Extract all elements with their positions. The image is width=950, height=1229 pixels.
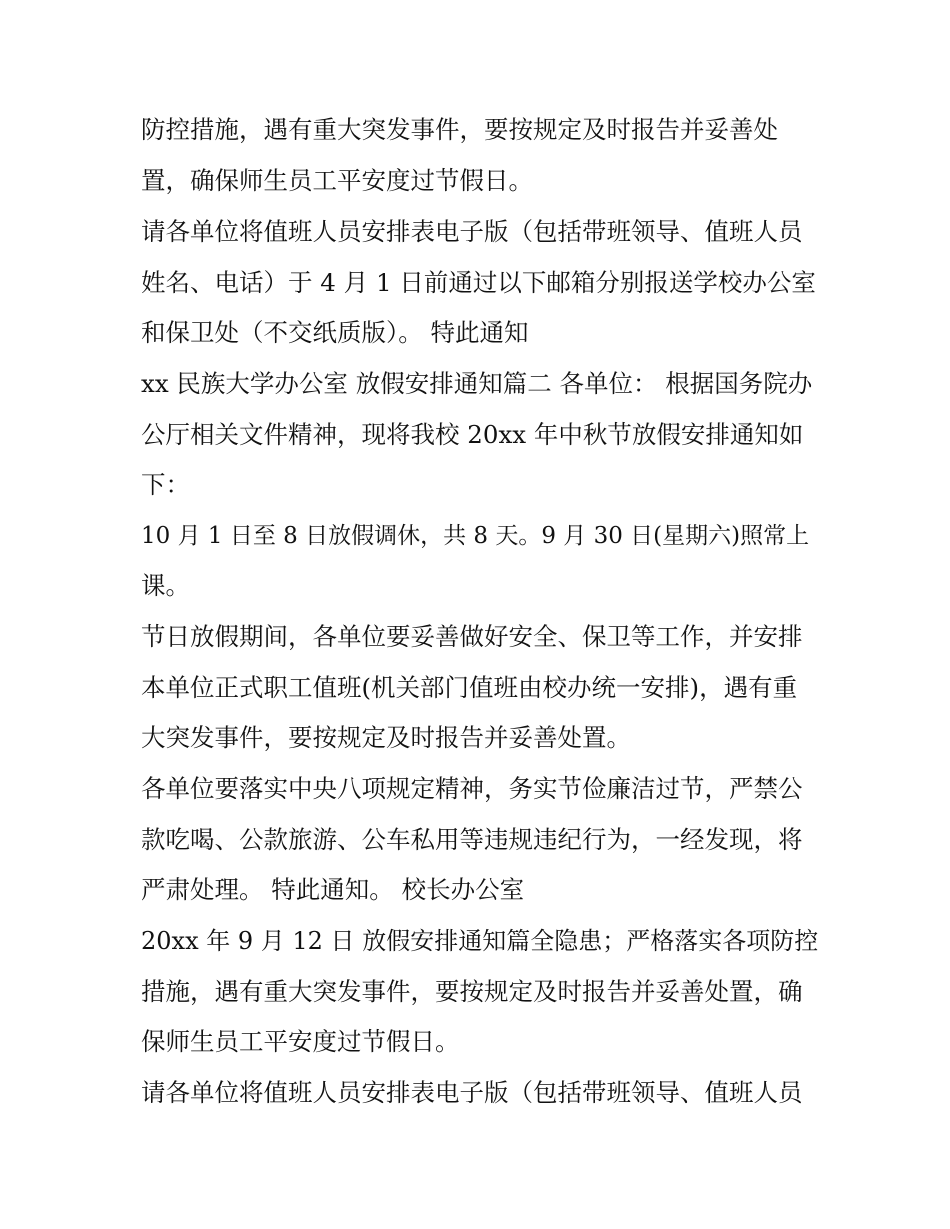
- text-line: 措施，遇有重大突发事件，要按规定及时报告并妥善处置，确: [141, 977, 803, 1006]
- text-line: 防控措施，遇有重大突发事件，要按规定及时报告并妥善处: [141, 115, 778, 144]
- text-line: 公厅相关文件精神，现将我校 20xx 年中秋节放假安排通知如: [141, 420, 804, 449]
- text-line: 大突发事件，要按规定及时报告并妥善处置。: [141, 723, 631, 752]
- text-line: 严肃处理。 特此通知。 校长办公室: [141, 875, 525, 904]
- text-line: 置，确保师生员工平安度过节假日。: [141, 166, 533, 195]
- text-line: 本单位正式职工值班(机关部门值班由校办统一安排)，遇有重: [141, 673, 798, 702]
- text-line: 下：: [141, 470, 190, 499]
- text-line: 各单位要落实中央八项规定精神，务实节俭廉洁过节，严禁公: [141, 774, 803, 803]
- text-line: 课。: [141, 571, 190, 600]
- text-line: 节日放假期间，各单位要妥善做好安全、保卫等工作，并安排: [141, 622, 803, 651]
- text-line: 请各单位将值班人员安排表电子版（包括带班领导、值班人员: [141, 217, 803, 246]
- text-line: 20xx 年 9 月 12 日 放假安排通知篇全隐患；严格落实各项防控: [141, 927, 819, 955]
- text-line: xx 民族大学办公室 放假安排通知篇二 各单位： 根据国务院办: [141, 369, 813, 398]
- text-line: 10 月 1 日至 8 日放假调休，共 8 天。9 月 30 日(星期六)照常上: [141, 523, 810, 549]
- text-line: 和保卫处（不交纸质版）。 特此通知: [141, 318, 529, 347]
- text-line: 保师生员工平安度过节假日。: [141, 1027, 460, 1056]
- text-line: 款吃喝、公款旅游、公车私用等违规违纪行为，一经发现，将: [141, 825, 803, 854]
- text-line: 请各单位将值班人员安排表电子版（包括带班领导、值班人员: [141, 1078, 803, 1107]
- text-line: 姓名、电话）于 4 月 1 日前通过以下邮箱分别报送学校办公室: [141, 268, 816, 297]
